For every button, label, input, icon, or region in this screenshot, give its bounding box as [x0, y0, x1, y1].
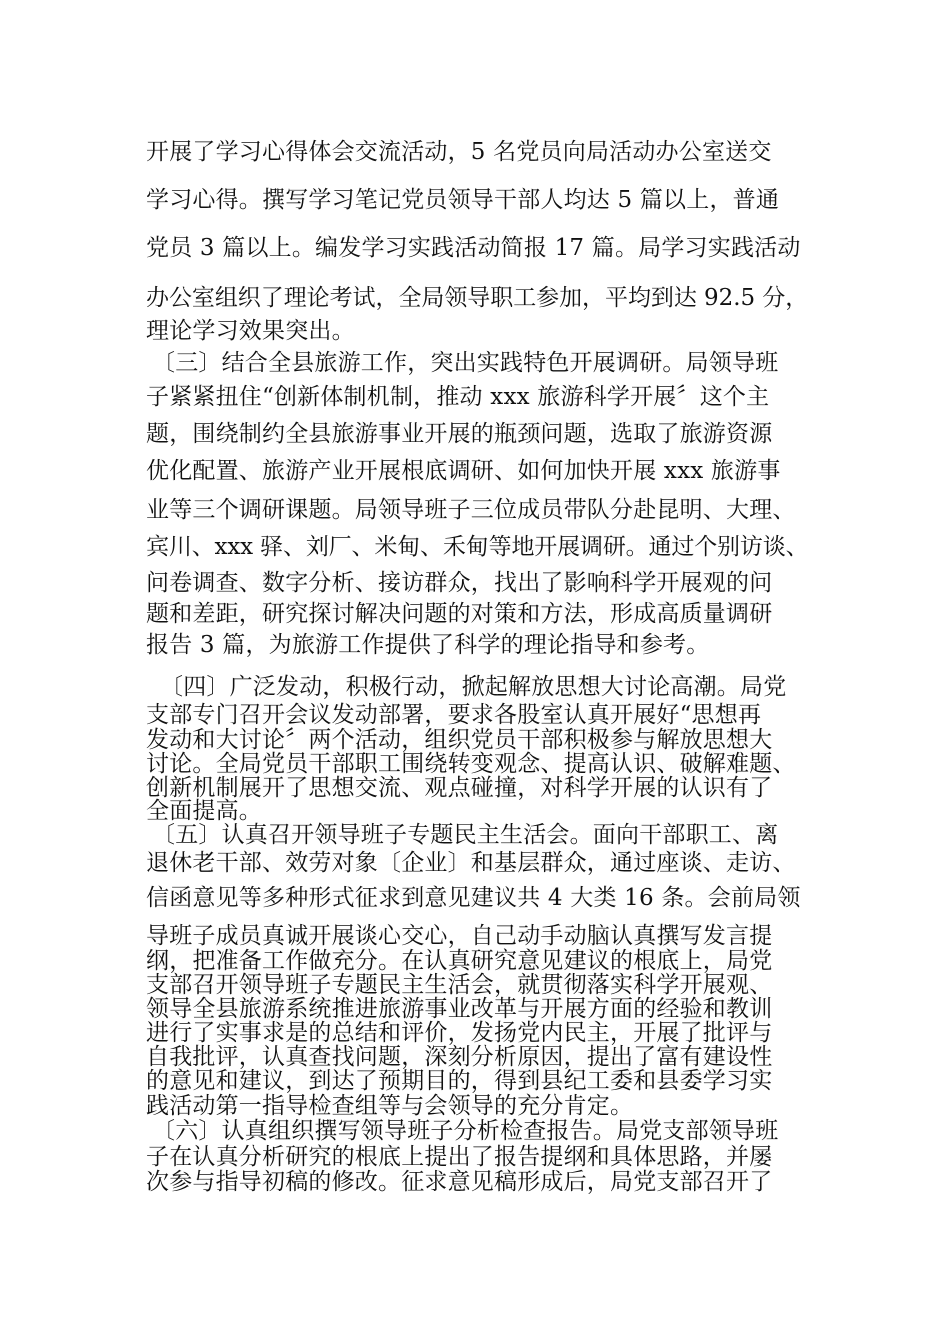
- text-line: 自我批评，认真查找问题，深刻分析原因，提出了富有建设性: [146, 1044, 773, 1070]
- text-line: 进行了实事求是的总结和评价，发扬党内民主，开展了批评与: [146, 1020, 773, 1046]
- text-line: 纲，把准备工作做充分。在认真研究意见建议的根底上，局党: [146, 948, 773, 974]
- text-line: 宾川、xxx 驿、刘厂、米甸、禾甸等地开展调研。通过个别访谈、: [146, 534, 809, 560]
- text-line: 退休老干部、效劳对象〔企业〕和基层群众，通过座谈、走访、: [146, 850, 796, 876]
- text-line: 办公室组织了理论考试，全局领导职工参加，平均到达 92.5 分，: [146, 285, 809, 311]
- text-line: 支部专门召开会议发动部署，要求各股室认真开展好“思想再: [146, 702, 762, 728]
- text-line: 题和差距，研究探讨解决问题的对策和方法，形成高质量调研: [146, 601, 773, 627]
- text-line: 领导全县旅游系统推进旅游事业改革与开展方面的经验和教训: [146, 996, 773, 1022]
- text-line: 业等三个调研课题。局领导班子三位成员带队分赴昆明、大理、: [146, 497, 796, 523]
- text-line: 导班子成员真诚开展谈心交心，自己动手动脑认真撰写发言提: [146, 923, 773, 949]
- text-line: 子在认真分析研究的根底上提出了报告提纲和具体思路，并屡: [146, 1144, 773, 1170]
- text-line: 党员 3 篇以上。编发学习实践活动简报 17 篇。局学习实践活动: [146, 235, 801, 261]
- text-line: 〔三〕结合全县旅游工作，突出实践特色开展调研。局领导班: [152, 350, 779, 376]
- text-line: 支部召开领导班子专题民主生活会，就贯彻落实科学开展观、: [146, 972, 773, 998]
- text-line: 问卷调查、数字分析、接访群众，找出了影响科学开展观的问: [146, 570, 773, 596]
- text-line: 创新机制展开了思想交流、观点碰撞，对科学开展的认识有了: [146, 775, 773, 801]
- text-line: 题，围绕制约全县旅游事业开展的瓶颈问题，选取了旅游资源: [146, 421, 773, 447]
- text-line: 讨论。全局党员干部职工围绕转变观念、提高认识、破解难题、: [146, 751, 796, 777]
- text-line: 开展了学习心得体会交流活动，5 名党员向局活动办公室送交: [146, 139, 772, 165]
- text-line: 报告 3 篇，为旅游工作提供了科学的理论指导和参考。: [146, 632, 710, 658]
- text-line: 理论学习效果突出。: [146, 318, 355, 344]
- text-line: 子紧紧扭住“创新体制机制，推动 xxx 旅游科学开展〞这个主: [146, 384, 770, 410]
- text-line: 发动和大讨论〞两个活动，组织党员干部积极参与解放思想大: [146, 727, 773, 753]
- text-line: 践活动第一指导检查组等与会领导的充分肯定。: [146, 1093, 634, 1119]
- text-line: 〔六〕认真组织撰写领导班子分析检查报告。局党支部领导班: [152, 1118, 779, 1144]
- text-line: 学习心得。撰写学习笔记党员领导干部人均达 5 篇以上，普通: [146, 187, 780, 213]
- text-line: 次参与指导初稿的修改。征求意见稿形成后，局党支部召开了: [146, 1169, 773, 1195]
- text-line: 优化配置、旅游产业开展根底调研、如何加快开展 xxx 旅游事: [146, 458, 781, 484]
- text-line: 〔五〕认真召开领导班子专题民主生活会。面向干部职工、离: [152, 822, 779, 848]
- text-line: 全面提高。: [146, 798, 262, 824]
- text-line: 〔四〕广泛发动，积极行动，掀起解放思想大讨论高潮。局党: [160, 674, 787, 700]
- text-line: 的意见和建议，到达了预期目的，得到县纪工委和县委学习实: [146, 1068, 773, 1094]
- text-line: 信函意见等多种形式征求到意见建议共 4 大类 16 条。会前局领: [146, 885, 801, 911]
